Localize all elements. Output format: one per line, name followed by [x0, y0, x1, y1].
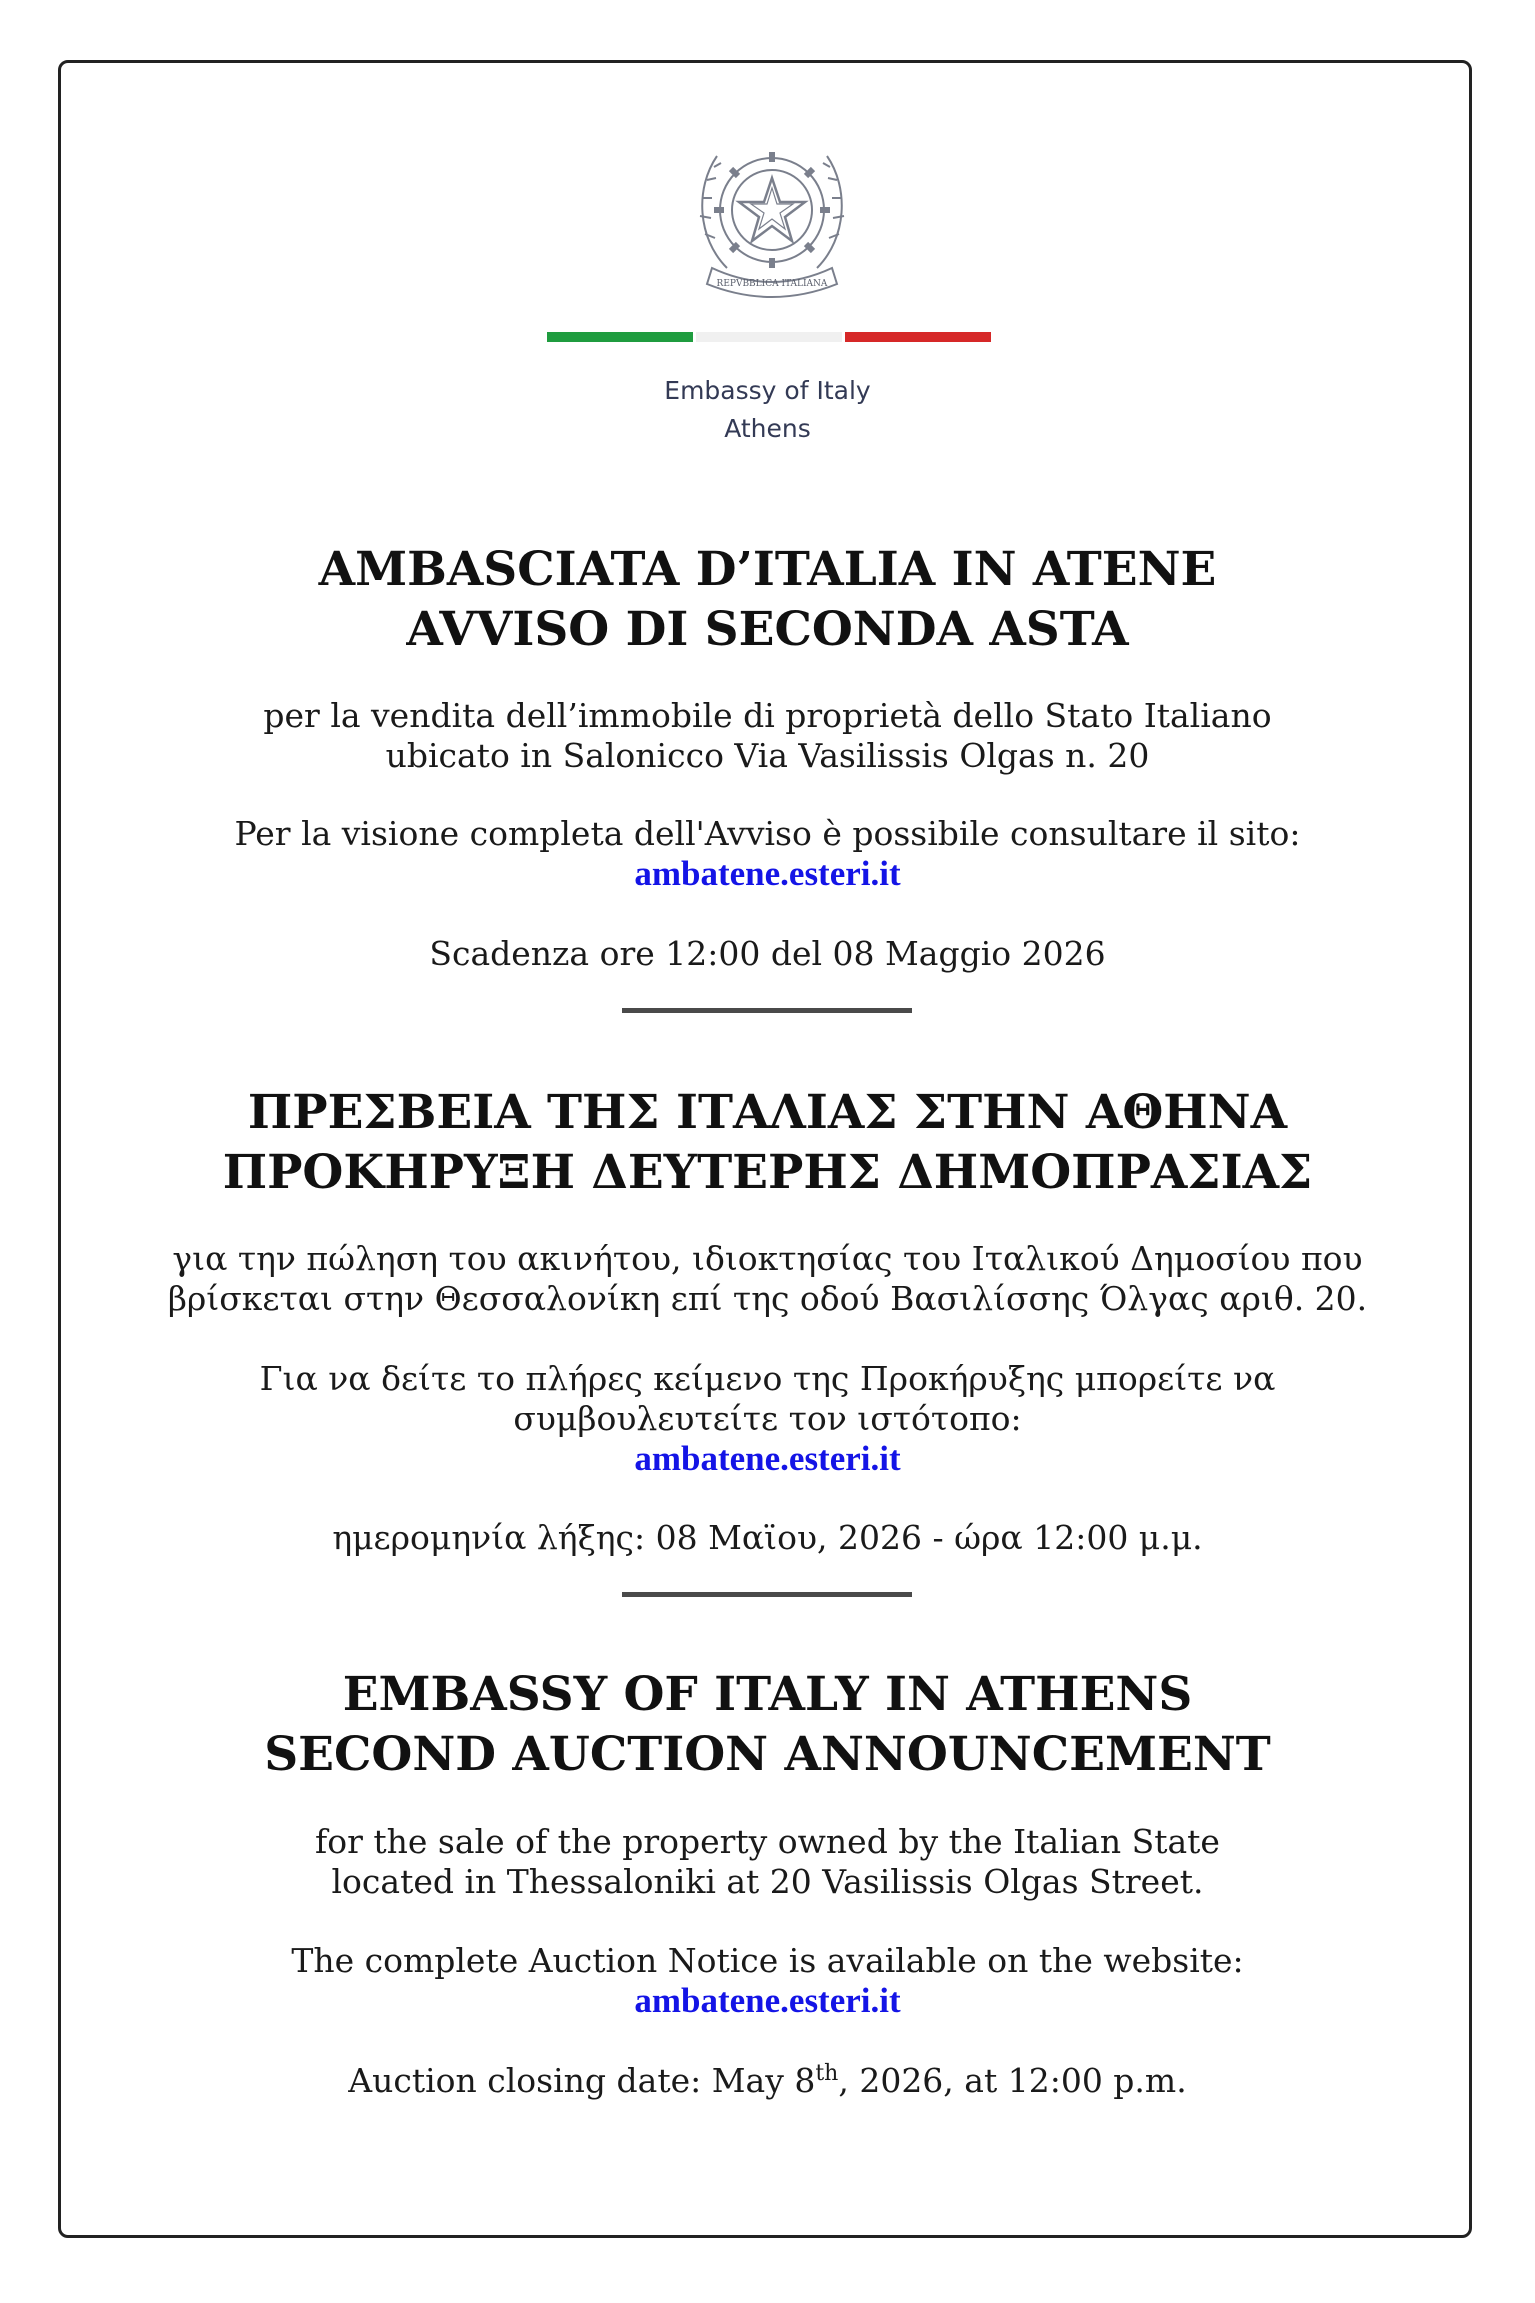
greek-desc-line-1: για την πώληση του ακινήτου, ιδιοκτησίας του Ιταλικού Δημοσίου που — [172, 1239, 1363, 1278]
tricolore-red — [845, 332, 991, 342]
greek-deadline-block — [100, 1518, 1435, 1558]
greek-deadline: ημερομηνία λήξης: 08 Μαϊου, 2026 - ώρα 12:00 μ.μ. — [332, 1518, 1203, 1557]
greek-visit-block — [100, 1359, 1435, 1479]
greek-website-link[interactable]: ambatene.esteri.it — [634, 1439, 901, 1478]
embassy-logo-text — [0, 372, 1535, 448]
english-desc-line-2: located in Thessaloniki at 20 Vasilissis Olgas Street. — [331, 1862, 1204, 1901]
section-divider-1 — [622, 1008, 912, 1013]
italian-desc-line-2: ubicato in Salonicco Via Vasilissis Olgas n. 20 — [385, 736, 1150, 775]
english-deadline — [100, 2061, 1435, 2101]
greek-description — [100, 1239, 1435, 1319]
logo-line-1: Embassy of Italy — [664, 376, 871, 405]
greek-title-line-2: ΠΡΟΚΗΡΥΞΗ ΔΕΥΤΕΡΗΣ ΔΗΜΟΠΡΑΣΙΑΣ — [222, 1145, 1313, 1200]
english-title-line-1: EMBASSY OF ITALY IN ATHENS — [342, 1667, 1193, 1722]
section-divider-2 — [622, 1592, 912, 1597]
italian-desc-line-1: per la vendita dell’immobile di proprietà dello Stato Italiano — [263, 696, 1272, 735]
greek-visit-line-2: συμβουλευτείτε τον ιστότοπο: — [513, 1399, 1022, 1438]
english-website-link[interactable]: ambatene.esteri.it — [634, 1981, 901, 2020]
emblem-ribbon-text: REPVBBLICA ITALIANA — [716, 279, 828, 289]
italian-tricolore-bar — [547, 332, 991, 342]
english-description — [100, 1822, 1435, 1902]
italian-visit-block — [100, 814, 1435, 894]
english-deadline-block — [100, 2061, 1435, 2101]
italian-title-block — [100, 540, 1435, 660]
italian-description — [100, 696, 1435, 776]
italian-title-line-1: AMBASCIATA D’ITALIA IN ATENE — [318, 542, 1217, 597]
tricolore-green — [547, 332, 693, 342]
english-deadline-ordinal: th — [815, 2061, 839, 2086]
english-title-block — [100, 1665, 1435, 1785]
english-deadline-prefix: Auction closing date: May 8 — [348, 2061, 816, 2100]
italian-republic-emblem-icon — [687, 118, 857, 308]
english-desc-line-1: for the sale of the property owned by the Italian State — [315, 1822, 1220, 1861]
english-visit-line: The complete Auction Notice is available on the website: — [291, 1941, 1244, 1980]
italian-website-link[interactable]: ambatene.esteri.it — [634, 854, 901, 893]
italian-title-line-2: AVVISO DI SECONDA ASTA — [406, 602, 1129, 657]
italian-deadline-block — [100, 934, 1435, 974]
english-visit-block — [100, 1941, 1435, 2021]
italian-visit-line: Per la visione completa dell'Avviso è possibile consultare il sito: — [234, 814, 1301, 853]
greek-visit-line-1: Για να δείτε το πλήρες κείμενο της Προκήρυξης μπορείτε να — [259, 1359, 1276, 1398]
english-deadline-suffix: , 2026, at 12:00 p.m. — [838, 2061, 1187, 2100]
greek-desc-line-2: βρίσκεται στην Θεσσαλονίκη επί της οδού Βασιλίσσης Όλγας αριθ. 20. — [167, 1279, 1368, 1318]
english-title-line-2: SECOND AUCTION ANNOUNCEMENT — [264, 1727, 1271, 1782]
greek-title-block — [100, 1083, 1435, 1203]
tricolore-white — [696, 332, 842, 342]
italian-deadline: Scadenza ore 12:00 del 08 Maggio 2026 — [429, 934, 1106, 973]
logo-line-2: Athens — [724, 414, 811, 443]
greek-title-line-1: ΠΡΕΣΒΕΙΑ ΤΗΣ ΙΤΑΛΙΑΣ ΣΤΗΝ ΑΘΗΝΑ — [247, 1085, 1288, 1140]
